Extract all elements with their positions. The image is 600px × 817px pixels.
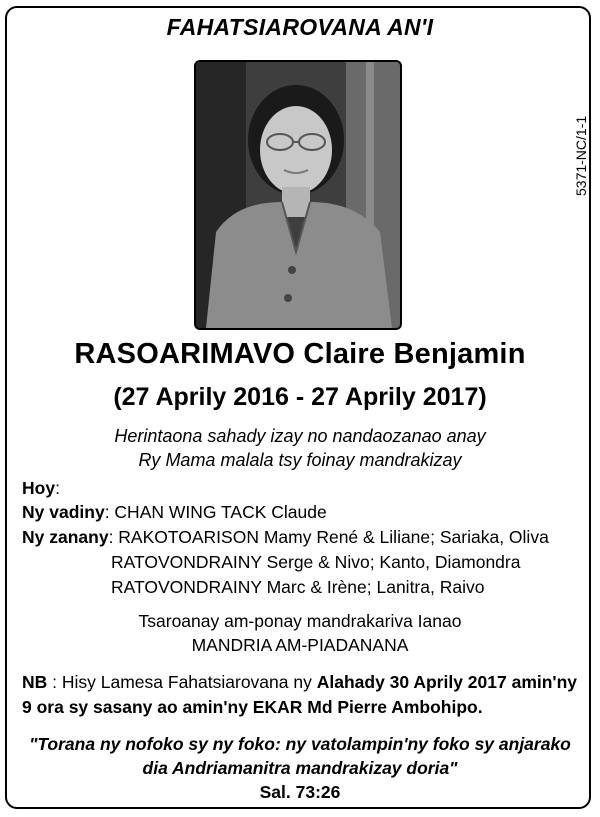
deceased-name: RASOARIMAVO Claire Benjamin <box>74 338 526 370</box>
spouse-line <box>22 502 327 523</box>
portrait-image <box>196 62 400 328</box>
notice-line-2: 9 ora sy sasany ao amin'ny EKAR Md Pierre Ambohipo. <box>22 697 483 717</box>
notice-date: Alahady 30 Aprily 2017 amin'ny <box>316 672 578 692</box>
notice-line-1 <box>22 672 577 693</box>
portrait-photo <box>194 60 402 330</box>
quote-line-1: "Torana ny nofoko sy ny foko: ny vatolampin'ny foko sy anjarako <box>29 734 571 754</box>
hoy-label: Hoy <box>22 478 56 498</box>
page-title: FAHATSIAROVANA AN'I <box>166 14 434 40</box>
hoy-line <box>22 478 60 499</box>
spouse-value: : CHAN WING TACK Claude <box>104 502 327 522</box>
quote-reference: Sal. 73:26 <box>259 782 341 802</box>
nb-label: NB <box>22 672 48 692</box>
notice-text: : Hisy Lamesa Fahatsiarovana ny <box>47 672 317 692</box>
children-line-1 <box>22 527 549 548</box>
children-value-1: : RAKOTOARISON Mamy René & Liliane; Sariaka, Oliva <box>108 527 549 547</box>
children-line-2: RATOVONDRAINY Serge & Nivo; Kanto, Diamondra <box>111 552 521 572</box>
reference-code: 5371-NC/1-1 <box>573 115 589 196</box>
spouse-label: Ny vadiny <box>22 502 105 522</box>
hoy-colon: : <box>55 478 60 498</box>
children-label: Ny zanany <box>22 527 109 547</box>
memorial-dates: (27 Aprily 2016 - 27 Aprily 2017) <box>113 383 487 411</box>
children-line-3: RATOVONDRAINY Marc & Irène; Lanitra, Raivo <box>111 577 485 597</box>
verse-line-2: Ry Mama malala tsy foinay mandrakizay <box>138 450 462 470</box>
message-line-2: MANDRIA AM-PIADANANA <box>191 635 409 655</box>
verse-line-1: Herintaona sahady izay no nandaozanao anay <box>114 426 486 446</box>
message-line-1: Tsaroanay am-ponay mandrakariva Ianao <box>138 611 462 631</box>
quote-line-2: dia Andriamanitra mandrakizay doria" <box>142 758 458 778</box>
